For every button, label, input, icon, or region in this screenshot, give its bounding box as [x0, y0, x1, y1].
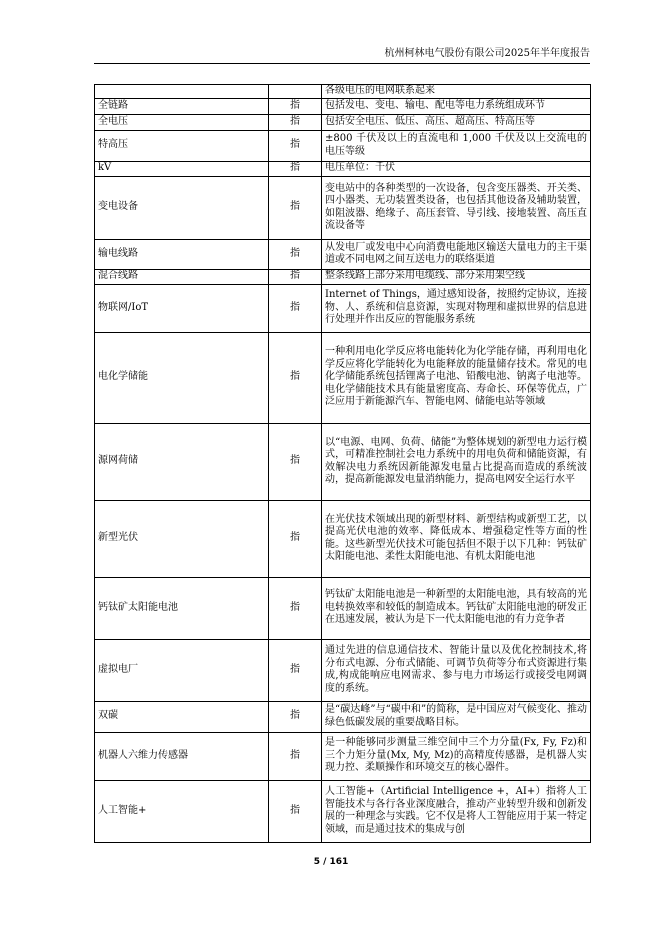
page-number: 5 / 161 — [313, 857, 349, 867]
table-row — [95, 639, 591, 701]
zhi-cell — [269, 85, 322, 99]
table-row — [95, 98, 591, 114]
definition-cell: 钙钛矿太阳能电池是一种新型的太阳能电池，具有较高的光电转换效率和较低的制造成本。钙钛矿太阳能电池的研发正在迅速发展，被认为是下一代太阳能电池的有力竞争者 — [322, 577, 591, 639]
zhi-cell: 指 — [269, 780, 322, 842]
definition-cell: 包括发电、变电、输电、配电等电力系统组成环节 — [322, 98, 591, 114]
table-row — [95, 732, 591, 780]
term-cell: 特高压 — [95, 130, 269, 161]
zhi-cell: 指 — [269, 639, 322, 701]
table-row — [95, 701, 591, 732]
zhi-cell: 指 — [269, 423, 322, 500]
table-row — [95, 114, 591, 130]
zhi-cell: 指 — [269, 114, 322, 130]
zhi-cell: 指 — [269, 701, 322, 732]
table-row — [95, 500, 591, 577]
term-cell: 源网荷储 — [95, 423, 269, 500]
term-cell: kV — [95, 161, 269, 176]
definition-cell: 以“电源、电网、负荷、储能”为整体规划的新型电力运行模式，可精准控制社会电力系统中的用电负荷和储能资源，有效解决电力系统因新能源发电量占比提高而造成的系统波动，提高新能源发电量消纳能力，提高电网安全运行水平 — [322, 423, 591, 500]
table-row — [95, 423, 591, 500]
definition-cell: 通过先进的信息通信技术、智能计量以及优化控制技术,将分布式电源、分布式储能、可调节负荷等分布式资源进行集成,构成能响应电网需求、参与电力市场运行或接受电网调度的系统。 — [322, 639, 591, 701]
term-cell — [95, 85, 269, 99]
definition-cell: 在光伏技术领域出现的新型材料、新型结构或新型工艺，以提高光伏电池的效率、降低成本、增强稳定性等方面的性能。这些新型光伏技术可能包括但不限于以下几种：钙钛矿太阳能电池、柔性太阳能电池、有机太阳能电池 — [322, 500, 591, 577]
table-row — [95, 780, 591, 842]
table-row — [95, 130, 591, 161]
definition-cell: 人工智能+（Artificial Intelligence +，AI+）指将人工智能技术与各行各业深度融合，推动产业转型升级和创新发展的一种理念与实践。它不仅是将人工智能应用于某一特定领域，而是通过技术的集成与创 — [322, 780, 591, 842]
term-cell: 全链路 — [95, 98, 269, 114]
page-header: 杭州柯林电气股份有限公司2025年半年度报告 — [94, 44, 590, 64]
definition-cell: ±800 千伏及以上的直流电和 1,000 千伏及以上交流电的电压等级 — [322, 130, 591, 161]
term-cell: 机器人六维力传感器 — [95, 732, 269, 780]
definition-cell: 电压单位：千伏 — [322, 161, 591, 176]
term-cell: 输电线路 — [95, 239, 269, 269]
zhi-cell: 指 — [269, 500, 322, 577]
term-cell: 钙钛矿太阳能电池 — [95, 577, 269, 639]
table-row — [95, 239, 591, 269]
term-cell: 混合线路 — [95, 269, 269, 284]
table-row — [95, 269, 591, 284]
definition-cell: 整条线路上部分采用电缆线、部分采用架空线 — [322, 269, 591, 284]
table-row — [95, 161, 591, 176]
definition-cell: 是一种能够同步测量三维空间中三个力分量(Fx, Fy, Fz)和三个力矩分量(Mx, My, Mz)的高精度传感器，是机器人实现力控、柔顺操作和环境交互的核心器件。 — [322, 732, 591, 780]
zhi-cell: 指 — [269, 269, 322, 284]
zhi-cell: 指 — [269, 332, 322, 423]
term-cell: 人工智能+ — [95, 780, 269, 842]
term-cell: 物联网/IoT — [95, 284, 269, 332]
term-cell: 虚拟电厂 — [95, 639, 269, 701]
term-cell: 全电压 — [95, 114, 269, 130]
definition-cell: 是“碳达峰”与“碳中和”的简称，是中国应对气候变化、推动绿色低碳发展的重要战略目标。 — [322, 701, 591, 732]
zhi-cell: 指 — [269, 284, 322, 332]
zhi-cell: 指 — [269, 130, 322, 161]
term-cell: 双碳 — [95, 701, 269, 732]
definition-cell: 包括安全电压、低压、高压、超高压、特高压等 — [322, 114, 591, 130]
definition-cell: 从发电厂或发电中心向消费电能地区输送大量电力的主干渠道或不同电网之间互送电力的联络渠道 — [322, 239, 591, 269]
table-row — [95, 176, 591, 239]
term-cell: 新型光伏 — [95, 500, 269, 577]
table-row — [95, 332, 591, 423]
table-row — [95, 577, 591, 639]
definition-cell: 各级电压的电网联系起来 — [322, 85, 591, 99]
zhi-cell: 指 — [269, 161, 322, 176]
table-row — [95, 85, 591, 99]
definition-cell: 一种利用电化学反应将电能转化为化学能存储，再利用电化学反应将化学能转化为电能释放的能量储存技术。常见的电化学储能系统包括锂离子电池、铅酸电池、钠离子电池等。电化学储能技术具有能量密度高、寿命长、环保等优点，广泛应用于新能源汽车、智能电网、储能电站等领域 — [322, 332, 591, 423]
definition-cell: 变电站中的各种类型的一次设备，包含变压器类、开关类、四小器类、无功装置类设备，也包括其他设备及辅助装置，如阻波器、绝缘子、高压套管、导引线、接地装置、高压直流设备等 — [322, 176, 591, 239]
term-cell: 变电设备 — [95, 176, 269, 239]
zhi-cell: 指 — [269, 239, 322, 269]
glossary-table — [94, 84, 591, 843]
zhi-cell: 指 — [269, 98, 322, 114]
definition-cell: Internet of Things，通过感知设备，按照约定协议，连接物、人、系统和信息资源，实现对物理和虚拟世界的信息进行处理并作出反应的智能服务系统 — [322, 284, 591, 332]
zhi-cell: 指 — [269, 176, 322, 239]
table-row — [95, 284, 591, 332]
zhi-cell: 指 — [269, 732, 322, 780]
zhi-cell: 指 — [269, 577, 322, 639]
term-cell: 电化学储能 — [95, 332, 269, 423]
